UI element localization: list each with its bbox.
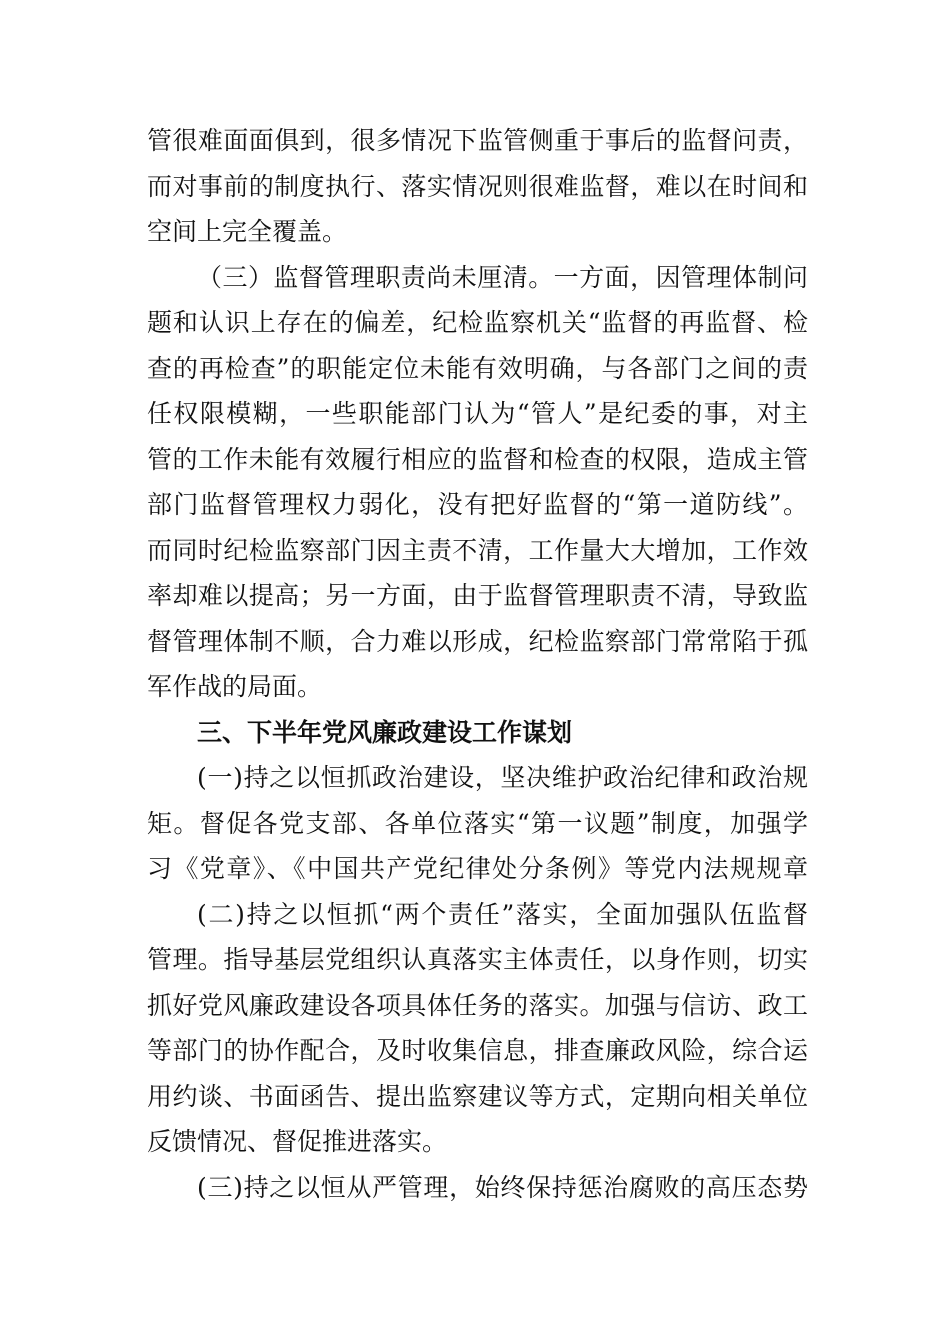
text-line: (一)持之以恒抓政治建设，坚决维护政治纪律和政治规 (197, 763, 808, 792)
text-line: (二)持之以恒抓“两个责任”落实，全面加强队伍监督 (197, 899, 808, 929)
document-body (147, 118, 808, 1210)
text-line: 空间上完全覆盖。 (147, 217, 348, 246)
text-line: 等部门的协作配合，及时收集信息，排查廉政风险，综合运 (147, 1036, 808, 1065)
text-line: 任权限模糊，一些职能部门认为“管人”是纪委的事，对主 (147, 399, 808, 428)
text-line: 管理。指导基层党组织认真落实主体责任，以身作则，切实 (147, 945, 808, 974)
text-line: 管很难面面俱到，很多情况下监管侧重于事后的监督问责， (147, 126, 808, 155)
text-line: （三）监督管理职责尚未厘清。一方面，因管理体制问 (197, 262, 808, 292)
text-line: 题和认识上存在的偏差，纪检监察机关“监督的再监督、检 (147, 308, 808, 337)
text-line: 习《党章》、《中国共产党纪律处分条例》等党内法规规章 (147, 854, 808, 883)
text-line: 反馈情况、督促推进落实。 (147, 1127, 448, 1156)
text-line: 部门监督管理权力弱化，没有把好监督的“第一道防线”。 (147, 490, 808, 519)
text-line: 而对事前的制度执行、落实情况则很难监督，难以在时间和 (147, 171, 808, 201)
text-line: (三)持之以恒从严管理，始终保持惩治腐败的高压态势 (197, 1172, 808, 1202)
text-line: 矩。督促各党支部、各单位落实“第一议题”制度，加强学 (147, 808, 808, 838)
text-line: 管的工作未能有效履行相应的监督和检查的权限，造成主管 (147, 444, 808, 474)
section-heading: 三、下半年党风廉政建设工作谋划 (197, 717, 573, 747)
text-line: 用约谈、书面函告、提出监察建议等方式，定期向相关单位 (147, 1081, 808, 1111)
text-line: 查的再检查”的职能定位未能有效明确，与各部门之间的责 (147, 353, 808, 383)
text-line: 抓好党风廉政建设各项具体任务的落实。加强与信访、政工 (147, 990, 808, 1020)
text-line: 督管理体制不顺，合力难以形成，纪检监察部门常常陷于孤 (147, 626, 808, 656)
text-line: 军作战的局面。 (147, 672, 323, 701)
text-line: 率却难以提高；另一方面，由于监督管理职责不清，导致监 (147, 581, 808, 610)
text-line: 而同时纪检监察部门因主责不清，工作量大大增加，工作效 (147, 535, 808, 565)
